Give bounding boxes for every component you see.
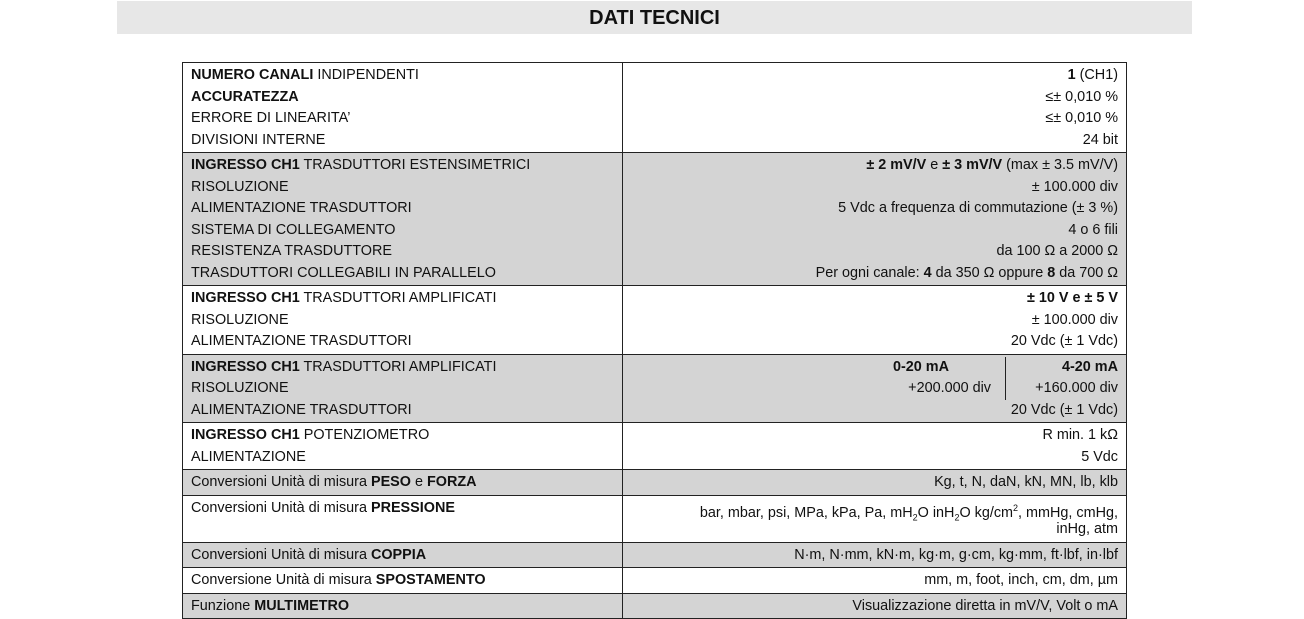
spec-label-cell xyxy=(183,354,623,423)
spec-label-cell xyxy=(183,423,623,470)
spec-value-cell xyxy=(623,63,1127,153)
spec-label: ALIMENTAZIONE TRASDUTTORI xyxy=(191,401,412,418)
spec-label: Conversioni Unità di misura xyxy=(191,474,371,490)
spec-value: ± 3 mV/V xyxy=(942,157,1003,173)
superscript: 2 xyxy=(1013,502,1019,513)
spec-value: 20 Vdc (± 1 Vdc) xyxy=(1010,401,1118,418)
spec-label: Funzione xyxy=(191,597,255,614)
spec-value: inHg, atm xyxy=(1056,521,1118,537)
spec-label: INGRESSO CH1 xyxy=(191,290,300,306)
spec-value: mm, m, foot, inch, cm, dm, µm xyxy=(924,572,1118,588)
spec-value-cell xyxy=(623,423,1127,470)
spec-label: INGRESSO CH1 xyxy=(191,358,300,375)
spec-label: FORZA xyxy=(426,474,477,490)
spec-label: DIVISIONI INTERNE xyxy=(191,131,326,148)
table-row-estensimetrici xyxy=(183,153,1127,286)
spec-value: ± 2 mV/V xyxy=(866,157,927,173)
spec-label: COPPIA xyxy=(370,546,427,563)
table-row-coppia xyxy=(183,542,1127,568)
spec-value: e xyxy=(926,157,943,173)
spec-value-cell xyxy=(623,593,1127,619)
spec-label: MULTIMETRO xyxy=(254,597,350,614)
spec-label: TRASDUTTORI AMPLIFICATI xyxy=(299,358,497,375)
spec-value: (max ± 3.5 mV/V) xyxy=(1002,157,1118,173)
spec-value: da 350 Ω oppure xyxy=(931,264,1048,281)
spec-value: , mmHg, cmHg, xyxy=(1018,504,1118,521)
spec-value: O kg/cm xyxy=(959,504,1014,521)
spec-label-cell xyxy=(183,593,623,619)
spec-value: (CH1) xyxy=(1075,67,1118,83)
spec-label-cell xyxy=(183,568,623,594)
spec-value: ± 100.000 div xyxy=(1031,311,1118,328)
spec-value: da 700 Ω xyxy=(1055,264,1118,281)
spec-value-cell xyxy=(623,286,1127,355)
spec-value-cell xyxy=(623,470,1127,496)
spec-value: da 100 Ω a 2000 Ω xyxy=(996,243,1118,259)
spec-label-cell xyxy=(183,286,623,355)
spec-label-cell xyxy=(183,542,623,568)
spec-label: PESO xyxy=(370,474,411,490)
page-title: DATI TECNICI xyxy=(117,1,1192,34)
specs-table xyxy=(182,62,1127,619)
spec-value: 4 o 6 fili xyxy=(1068,221,1118,238)
spec-label: TRASDUTTORI ESTENSIMETRICI xyxy=(299,157,531,173)
spec-label: SPOSTAMENTO xyxy=(375,572,486,588)
spec-label: TRASDUTTORI AMPLIFICATI xyxy=(299,290,497,306)
spec-label: INDIPENDENTI xyxy=(313,67,419,83)
spec-value: 4-20 mA xyxy=(1062,358,1118,375)
table-row-amplificati-ma xyxy=(183,354,1127,423)
spec-label: ALIMENTAZIONE xyxy=(191,448,306,465)
spec-label: RISOLUZIONE xyxy=(191,380,289,396)
spec-value: Kg, t, N, daN, kN, MN, lb, klb xyxy=(934,474,1118,490)
spec-label: e xyxy=(410,474,427,490)
spec-label: POTENZIOMETRO xyxy=(299,427,430,443)
spec-value: +160.000 div xyxy=(1035,380,1118,396)
spec-value: 20 Vdc (± 1 Vdc) xyxy=(1010,333,1118,349)
spec-value: +200.000 div xyxy=(851,378,1006,400)
spec-value: 0-20 mA xyxy=(851,357,1006,379)
spec-value: ± 10 V e ± 5 V xyxy=(1027,290,1118,306)
table-row-multimetro xyxy=(183,593,1127,619)
table-row-canali xyxy=(183,63,1127,153)
spec-value: 4 xyxy=(923,264,932,281)
spec-label: INGRESSO CH1 xyxy=(191,427,300,443)
spec-value: ≤± 0,010 % xyxy=(1045,110,1118,126)
spec-label: ALIMENTAZIONE TRASDUTTORI xyxy=(191,200,412,216)
subscript: 2 xyxy=(912,512,918,523)
table-row-potenziometro xyxy=(183,423,1127,470)
spec-value: ≤± 0,010 % xyxy=(1045,88,1118,105)
spec-value: Visualizzazione diretta in mV/V, Volt o mA xyxy=(852,597,1118,614)
spec-value: 8 xyxy=(1047,264,1056,281)
spec-value: R min. 1 kΩ xyxy=(1042,427,1118,443)
spec-label-cell xyxy=(183,153,623,286)
spec-value: 5 Vdc xyxy=(1081,448,1118,465)
spec-label: RISOLUZIONE xyxy=(191,178,289,195)
table-row-pressione xyxy=(183,495,1127,542)
spec-label: RISOLUZIONE xyxy=(191,311,289,328)
spec-value-cell xyxy=(623,153,1127,286)
spec-value: O inH xyxy=(917,504,955,521)
spec-label: NUMERO CANALI xyxy=(191,67,314,83)
spec-label: Conversioni Unità di misura xyxy=(191,546,371,563)
subscript: 2 xyxy=(954,512,960,523)
spec-label: Conversione Unità di misura xyxy=(191,572,376,588)
spec-value-cell xyxy=(623,568,1127,594)
spec-label-cell xyxy=(183,63,623,153)
spec-value-cell xyxy=(623,542,1127,568)
spec-value: Per ogni canale: xyxy=(815,264,924,281)
spec-label: Conversioni Unità di misura xyxy=(191,499,371,516)
spec-label-cell xyxy=(183,495,623,542)
spec-label: PRESSIONE xyxy=(370,499,455,516)
spec-label: TRASDUTTORI COLLEGABILI IN PARALLELO xyxy=(191,264,496,281)
spec-value-cell xyxy=(623,495,1127,542)
spec-value-cell xyxy=(623,354,1127,423)
spec-value: 5 Vdc a frequenza di commutazione (± 3 %) xyxy=(838,200,1118,216)
spec-value: 24 bit xyxy=(1082,131,1118,148)
spec-label: ALIMENTAZIONE TRASDUTTORI xyxy=(191,333,412,349)
spec-label: SISTEMA DI COLLEGAMENTO xyxy=(191,221,396,238)
spec-label-cell xyxy=(183,470,623,496)
table-row-peso xyxy=(183,470,1127,496)
spec-value: N·m, N·mm, kN·m, kg·m, g·cm, kg·mm, ft·lbf, in·lbf xyxy=(794,546,1118,563)
spec-value: ± 100.000 div xyxy=(1031,178,1118,195)
spec-value: 1 xyxy=(1067,67,1076,83)
spec-label: INGRESSO CH1 xyxy=(191,157,300,173)
table-row-spostamento xyxy=(183,568,1127,594)
table-row-amplificati-v xyxy=(183,286,1127,355)
spec-label: RESISTENZA TRASDUTTORE xyxy=(191,243,392,259)
spec-value: bar, mbar, psi, MPa, kPa, Pa, mH xyxy=(699,504,913,521)
spec-label: ACCURATEZZA xyxy=(191,88,299,105)
spec-label: ERRORE DI LINEARITA’ xyxy=(191,110,351,126)
